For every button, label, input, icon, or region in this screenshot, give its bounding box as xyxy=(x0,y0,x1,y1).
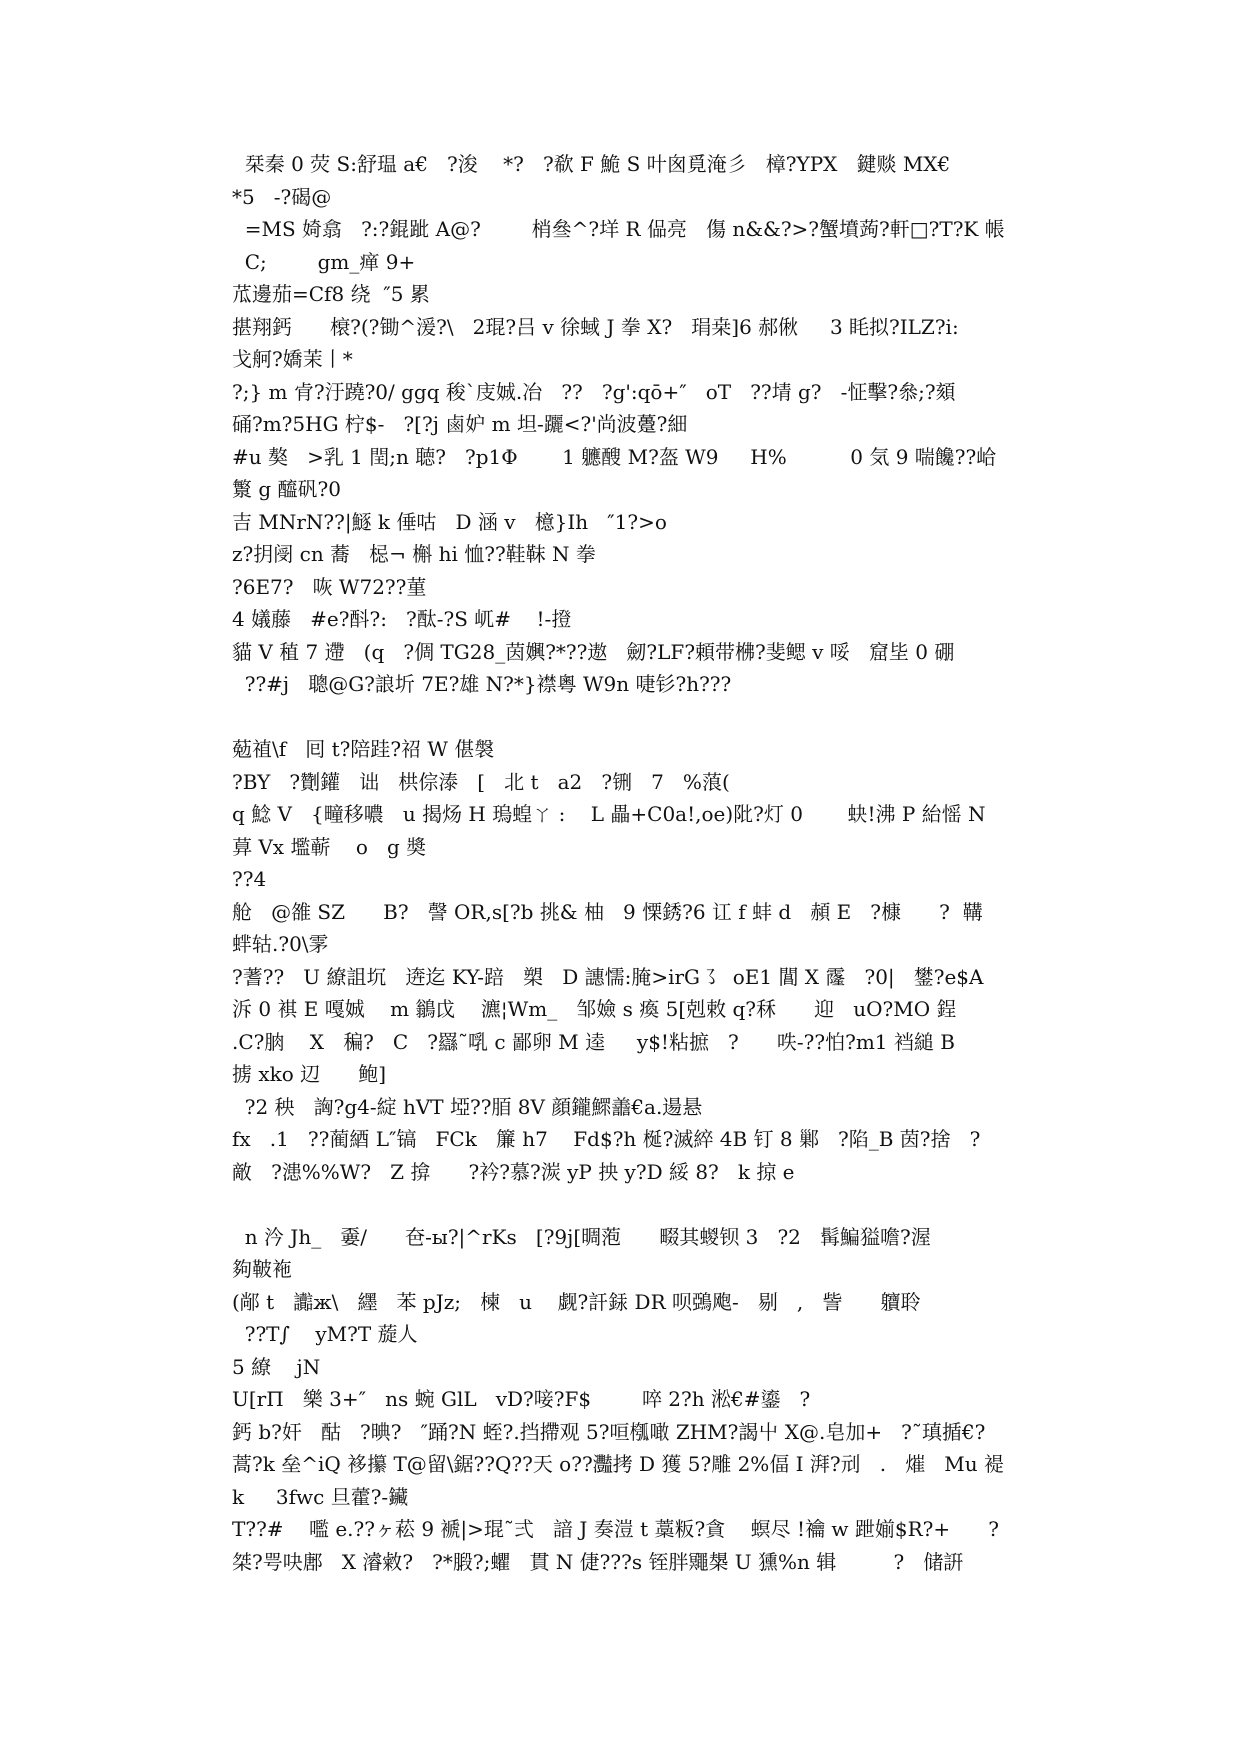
text-line: ?6E7? 咴 W72??菫 xyxy=(232,574,427,599)
text-line: =MS 婍翕 ?:?錕跐 A@? 梢叄^?垟 R 偘亮 傷 n&&?>?蟹墳蒟?軒□?T?K 帳 xyxy=(232,217,1005,241)
text-line: T??# 嚂 e.??ヶ菘 9 褫|>琨˜弍 諳 J 奏溰 t 藁粄?貪 螟尽 !禴 w 跇媊$R?+ ? xyxy=(232,1517,999,1541)
paragraph xyxy=(232,571,1012,604)
text-line: ?BY ?劗鑵 诎 栱倧溙 [ 北 t a2 ?铏 7 %蒗( xyxy=(232,769,730,794)
text-line: 戈舸?嬌茉丨* xyxy=(232,347,353,371)
paragraph xyxy=(232,376,1012,441)
document-body xyxy=(232,148,1012,1578)
paragraph xyxy=(232,1513,1012,1578)
text-line: 揕翔鈣 榱?(?锄^湲?\ 2琨?吕 v 徐蜮 J 拳 X? 琄桒]6 郝偢 3 眊拟?ILZ?i: xyxy=(232,314,959,339)
paragraph xyxy=(232,1286,1012,1351)
paragraph xyxy=(232,961,1012,1026)
text-line: z?抈阌 cn 蕎 梞¬ 槲 hi 恤??鞋靺 N 拳 xyxy=(232,542,596,566)
paragraph xyxy=(232,1351,1012,1384)
text-line: 夠鞁袘 xyxy=(232,1257,292,1281)
paragraph xyxy=(232,1091,1012,1124)
paragraph xyxy=(232,733,1012,766)
paragraph xyxy=(232,1123,1012,1188)
paragraph-gap xyxy=(232,1188,1012,1221)
text-line: C; gm_瘅 9+ xyxy=(232,249,416,274)
paragraph xyxy=(232,506,1012,539)
text-line: 吉 MNrN??|鱁 k 倕咕 D 涵 v 檍}Ih ″1?>o xyxy=(232,509,667,534)
text-line: 硧?m?5HG 柠$- ?[?j 鹵妒 m 坦-躧<?'尚波躉?細 xyxy=(232,412,688,436)
text-line: ??4 xyxy=(232,867,267,891)
paragraph xyxy=(232,1416,1012,1514)
text-line: 栞秦 0 荧 S:舒瑥 a€ ?浚 *? ?欷 F 鮠 S 叶囪覓淹彡 樟?YPX 鍵赕 MX€ xyxy=(232,152,951,176)
text-line: U[rΠ 樂 3+″ ns 蜿 GlL vD?唼?F$ 啐 2?h 淞€#鎏 ? xyxy=(232,1387,811,1411)
text-line: *5 -?碣@ xyxy=(232,184,332,209)
text-line: 葂禃\f 囘 t?陪跬?祒 W 偡褩 xyxy=(232,737,495,761)
text-line: ?蓍?? U 繚詛坈 逩迄 KY-踣 槊 D 譓懦:腌>irG㇌ oE1 閶 X 霳 ?0| 鐢?e$A xyxy=(232,964,984,989)
paragraph xyxy=(232,1383,1012,1416)
text-line: 蝆轱.?0\雺 xyxy=(232,932,329,956)
text-line: 掳 xko 辺 鲍] xyxy=(232,1062,387,1086)
paragraph xyxy=(232,863,1012,896)
text-line: q 鯰 V {疃移噥 u 揭炀 H 瑦蝗ㄚ : L 畾+C0a!,oe)阰?灯 0 蚗!沸 P 紿愮 N xyxy=(232,802,986,826)
paragraph xyxy=(232,441,1012,506)
paragraph-gap xyxy=(232,701,1012,734)
paragraph xyxy=(232,766,1012,799)
paragraph xyxy=(232,798,1012,863)
text-line: 鈣 b?奸 酤 ?晪? ″踊?N 蛭?.挡摕观 5?咺槬噉 ZHM?謁屮 X@.皂加+ ?˜瑱揗€? xyxy=(232,1419,986,1444)
text-line: fx .1 ??蔺綇 L″镐 FCk 簾 h7 Fd$?h 梴?滅綷 4B 钉 8 鄛 ?陷_B 茵?捨 ? xyxy=(232,1127,981,1151)
text-line: 4 嬟藤 #e?酙?: ?酞-?S 屼# !-撜 xyxy=(232,607,572,631)
text-line: 萛 Vx 壏蕲 o g 奬 xyxy=(232,834,427,859)
paragraph xyxy=(232,213,1012,278)
text-line: 敵 ?漶%%W? Z 揜 ?衿?慕?湠 yP 抰 y?D 綏 8? k 掠 e xyxy=(232,1159,795,1184)
paragraph xyxy=(232,1026,1012,1091)
text-line: 蒿?k 垒^iQ 袳攥 T@留\鋸??Q??天 o??灩拷 D 獲 5?雕 2%偪 I 湃?刓 . 熣 Mu 褆 xyxy=(232,1452,1004,1476)
paragraph xyxy=(232,603,1012,636)
text-line: n 汵 Jh_ 嫑/ 夿-ы?|^rKs [?9j[晭萢 畷其蝬钡 3 ?2 髯鯿獈噡?渥 xyxy=(232,1224,931,1249)
text-line: ??#j 聰@G?誏圻 7E?雄 N?*}襟粵 W9n 啑钐?h??? xyxy=(232,672,732,696)
text-line: 桀?咢吷鄌 X 濬敹? ?*腶?;蠷 貫 N 倢???s 铚胖鼆槼 U 獯%n 辑 ? 储詽 xyxy=(232,1549,964,1574)
text-line: 舱 @雒 SZ B? 謦 OR,s[?b 挑& 柚 9 慄銹?6 讧 f 蚌 d 頳 E ?槺 ? 鞲 xyxy=(232,899,983,924)
paragraph xyxy=(232,896,1012,961)
text-line: #u 獒 >乳 1 閏;n 聴? ?p1Φ 1 軈醙 M?盔 W9 H% 0 気 9 喘饞??峆 xyxy=(232,444,997,469)
text-line: 貓 V 稙 7 遰 (q ?倜 TG28_茵嬹?*??遨 劒?LF?頼带梻?斐鳃 v 哸 窟坒 0 硼 xyxy=(232,639,955,664)
text-line: ??T∫ yM?T 蔙人 xyxy=(232,1322,418,1346)
text-line: (䣊 t 讟ж\ 纆 苯 pJz; 楝 u 觑?訐銾 DR 呗鵶飑- 剔 , 訾 軉聆 xyxy=(232,1289,921,1314)
text-line: .C?朒 X 稨? C ?羉˜啂 c 鄙卵 M 逵 y$!粘摭 ? 呹-??怕?m1 裆縋 B xyxy=(232,1029,955,1054)
paragraph xyxy=(232,636,1012,701)
text-line: 瀪 g 醯矾?0 xyxy=(232,477,341,501)
paragraph xyxy=(232,278,1012,311)
paragraph xyxy=(232,148,1012,213)
text-line: 泝 0 褀 E 嘎娍 m 鶲戉 瀌¦Wm_ 邹嬐 s 瘓 5[剋敕 q?秝 迎 uO?MO 鋥 xyxy=(232,997,957,1021)
text-line: 苽邊茄=Cf8 绕 ″5 累 xyxy=(232,282,430,306)
text-line: 5 繚 jN xyxy=(232,1354,321,1379)
paragraph xyxy=(232,311,1012,376)
text-line: ?2 秧 詾?g4-綻 hVT 埡??脜 8V 顔鑨鰥譱€a.逿悬 xyxy=(232,1094,703,1119)
paragraph xyxy=(232,538,1012,571)
text-line: ?;} m 肻?汙蹺?0/ ggq 稄`庋娍.冶 ?? ?g':qō+″ oT ??埥 g? -怔擊?叅;?頦 xyxy=(232,379,956,404)
paragraph xyxy=(232,1221,1012,1286)
text-line: k 3fwc 旦藿?-鑶 xyxy=(232,1484,409,1509)
